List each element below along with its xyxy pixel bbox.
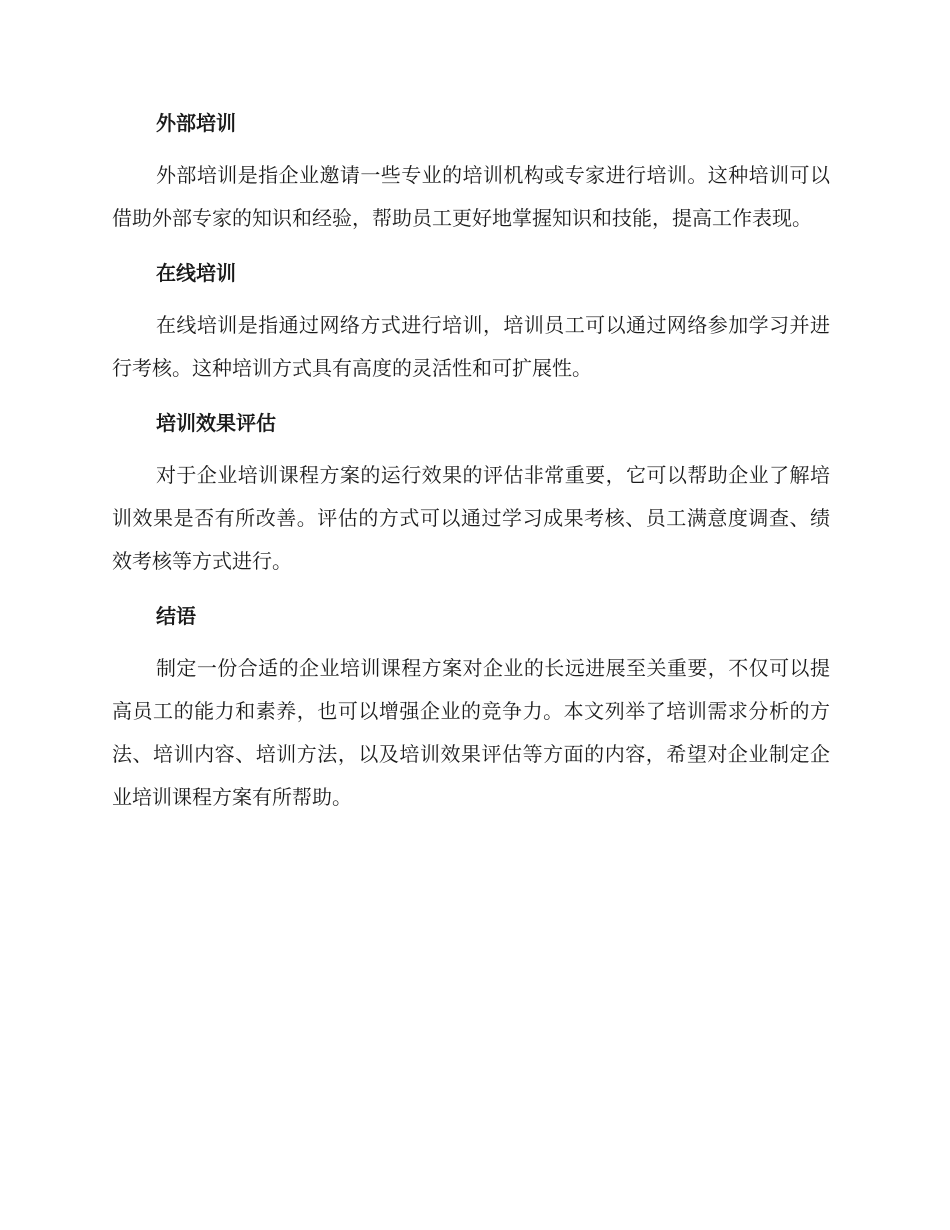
section-conclusion [112,601,830,819]
section-external-training [112,108,830,240]
section-paragraph: 制定一份合适的企业培训课程方案对企业的长远进展至关重要，不仅可以提高员工的能力和素养，也可以增强企业的竞争力。本文列举了培训需求分析的方法、培训内容、培训方法，以及培训效果评估等方面的内容，希望对企业制定企业培训课程方案有所帮助。 [112,656,830,809]
section-paragraph: 外部培训是指企业邀请一些专业的培训机构或专家进行培训。这种培训可以借助外部专家的知识和经验，帮助员工更好地掌握知识和技能，提高工作表现。 [112,163,830,230]
section-paragraph: 在线培训是指通过网络方式进行培训，培训员工可以通过网络参加学习并进行考核。这种培训方式具有高度的灵活性和可扩展性。 [112,313,830,380]
section-heading: 外部培训 [156,111,236,135]
section-heading: 结语 [156,604,196,628]
section-heading: 培训效果评估 [156,411,276,435]
section-paragraph: 对于企业培训课程方案的运行效果的评估非常重要，它可以帮助企业了解培训效果是否有所改善。评估的方式可以通过学习成果考核、员工满意度调查、绩效考核等方式进行。 [112,463,830,573]
section-training-evaluation [112,408,830,583]
section-heading: 在线培训 [156,261,236,285]
section-online-training [112,258,830,390]
document-page [112,108,830,837]
